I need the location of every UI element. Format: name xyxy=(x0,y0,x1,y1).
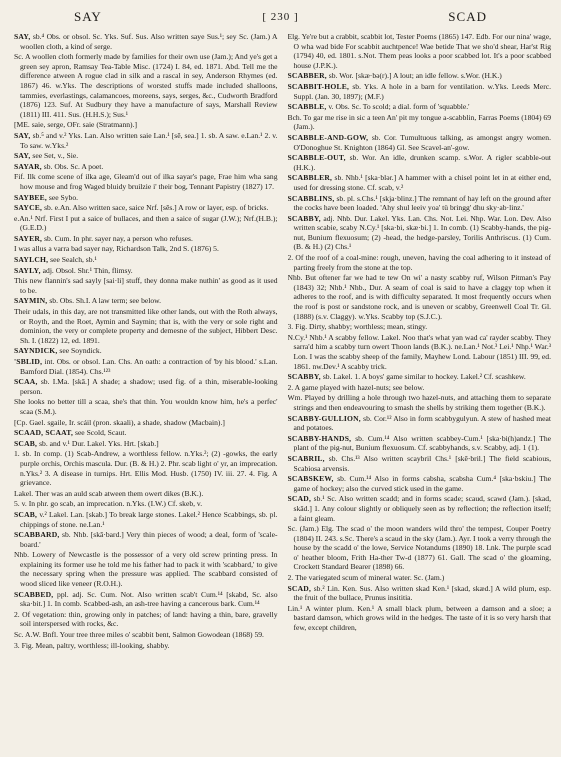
entry-headword: SAY, xyxy=(14,130,31,140)
entry-text: Sc. (Jam.) Elg. The scad o' the moon wanders wild thro' the tempest, Couper Poetry (1804) II. 243. s.Sc. There's a scaud in the sky (Jam.). Ayr. I took a verry through the house by the scadd o' the lowe, Service Notandums (1890) 18. Lnk. The purple scad o' heather bloom, Frith Ha-ther Tw-d (1877) 61. Gall. The scad o' the gloaming, Crockett Standard Bearer (1898) 66. xyxy=(287,524,551,572)
dictionary-entry xyxy=(14,630,278,640)
dictionary-entry xyxy=(14,530,278,549)
entry-text: sb. Cum.¹⁴ Also in forms cabsha, scabsha Cum.⁴ [ska·bskiu.] The game of hockey; also the curved stick used in the game. xyxy=(293,474,551,493)
dictionary-entry xyxy=(288,273,552,321)
entry-text: sb. and v.¹ Dur. Lakel. Yks. Hrt. [skab.] xyxy=(39,438,159,448)
dictionary-entry xyxy=(14,357,278,376)
dictionary-entry xyxy=(14,397,278,416)
entry-headword: SAY, xyxy=(14,32,31,41)
dictionary-entry xyxy=(288,113,552,132)
entry-text: see Scold, Scaut. xyxy=(74,428,127,438)
entry-headword: SCABBER, xyxy=(287,71,327,81)
entry-text: N.Cy.¹ Nhb.¹ A scabby fellow. Lakel. Noo that's what yan wad ca' rayder scabby. They sarra'd him a scabby turn owert Thoon lands (B.K.). ne.Lan.¹ Not.³ Lei.¹ Nhp.¹ War.³ Lon. I was the scabby sheep of the family, Mayhew Lond. Labour (1851) III. 99, ed. 1861. nw.Dev.¹ A scabby trick. xyxy=(287,332,551,371)
right-column xyxy=(288,32,552,751)
entry-text: sb. Wor. [skæ·bə(r).] A lout; an idle fellow. s.Wor. (H.K.) xyxy=(328,71,502,81)
dictionary-entry xyxy=(288,153,552,172)
dictionary-entry xyxy=(288,322,552,332)
entry-headword: SCAB, xyxy=(14,509,38,519)
dictionary-entry xyxy=(288,474,552,493)
entry-headword: SAYBEE, xyxy=(14,192,47,202)
entry-headword: SCABBY, xyxy=(287,372,321,382)
entry-text: sb. Lakel. 1. A boys' game similar to hockey. Lakel.² Cf. scashkew. xyxy=(322,372,526,382)
entry-headword: SCABBY, xyxy=(287,213,321,223)
entry-headword: SCAB, xyxy=(14,438,38,448)
dictionary-entry xyxy=(288,82,552,101)
entry-text: [ME. saie, serge, OFr. saie (Stratmann).] xyxy=(14,120,138,130)
entry-headword: SCAD, xyxy=(287,583,312,593)
entry-text: v.² Lakel. Lan. [skab.] To break large stones. Lakel.² Hence Scabbings, sb. pl. chippings of stone. ne.Lan.¹ xyxy=(20,509,278,529)
entry-text: sb. Yks. A hole in a barn for ventilation. w.Yks. Leeds Merc. Suppl. (Jan. 30, 1897); (M.F.) xyxy=(293,81,551,101)
dictionary-entry xyxy=(14,418,278,428)
entry-text: I was allus a varra bad sayer nay, Richardson Talk, 2nd S. (1876) 5. xyxy=(14,244,219,254)
entry-text: Lin.¹ A winter plum. Ken.¹ A small black plum, between a damson and a sloe; a bastard damson, which grows wild in the hedges. The taste of it is so very harsh that few, except children, xyxy=(287,603,551,633)
entry-text: sb.⁴ Obs. or obsol. Sc. Yks. Suf. Sus. Also written saye Sus.¹; sey Sc. (Jam.) A woollen cloth, a kind of serge. xyxy=(20,32,278,51)
entry-text: sb.² Lin. Ken. Sus. Also written skad Ken.¹ [skad, skæd.] A wild plum, esp. the fruit of the bullace, Prunus insititia. xyxy=(293,583,551,603)
dictionary-entry xyxy=(14,52,278,119)
text-columns xyxy=(14,32,551,751)
dictionary-entry xyxy=(14,428,278,438)
dictionary-entry xyxy=(288,584,552,603)
dictionary-entry xyxy=(288,32,552,70)
dictionary-entry xyxy=(14,172,278,191)
header-left-word: SAY xyxy=(74,9,102,24)
entry-text: 3. Fig. Mean, paltry, worthless; ill-looking, shabby. xyxy=(14,640,170,650)
dictionary-entry xyxy=(14,131,278,150)
entry-headword: SAYLCH, xyxy=(14,255,49,265)
entry-text: sb. Nhb. [skā·bard.] Very thin pieces of wood; a deal, form of 'scale-board.' xyxy=(20,530,278,549)
header-right-word: SCAD xyxy=(448,9,487,24)
dictionary-entry xyxy=(14,641,278,651)
dictionary-entry xyxy=(14,377,278,396)
entry-headword: SAY, xyxy=(14,151,31,161)
entry-headword: SCABBLINS, xyxy=(287,193,335,203)
dictionary-entry xyxy=(288,494,552,523)
entry-headword: SCABBED, xyxy=(14,589,54,599)
entry-text: sb. e.An. Also written sace, saice Nrf. [sēs.] A row or layer, esp. of bricks. xyxy=(44,203,269,213)
dictionary-entry xyxy=(288,393,552,412)
dictionary-entry xyxy=(288,194,552,213)
dictionary-entry xyxy=(288,434,552,453)
entry-text: Wm. Played by drilling a hole through two hazel-nuts, and attaching them to separate strings and then endeavouring to smash the shells by striking them together (B.K.). xyxy=(287,393,551,412)
dictionary-entry xyxy=(14,346,278,356)
dictionary-entry xyxy=(14,214,278,233)
dictionary-entry xyxy=(288,71,552,81)
entry-headword: SCAD, xyxy=(287,494,312,504)
entry-text: adj. Obsol. Shr.¹ Thin, flimsy. xyxy=(42,265,133,275)
entry-text: v. Obs. Sc. To scold; a dial. form of 'squabble.' xyxy=(328,102,470,112)
entry-text: see Sealch, sb.¹ xyxy=(50,255,97,265)
dictionary-entry xyxy=(14,499,278,509)
dictionary-entry xyxy=(288,333,552,371)
dictionary-entry xyxy=(14,162,278,172)
entry-headword: SCABSKEW, xyxy=(287,474,334,484)
entry-headword: SCAA, xyxy=(14,377,38,387)
left-column xyxy=(14,32,278,751)
dictionary-entry xyxy=(288,133,552,152)
entry-headword: SCABBY-HANDS, xyxy=(287,433,352,443)
dictionary-entry xyxy=(14,296,278,306)
dictionary-entry xyxy=(288,383,552,393)
entry-text: adj. Nhb. Dur. Lakel. Yks. Lan. Chs. Not. Lei. Nhp. War. Lon. Dev. Also written scabie, scaby N.Cy.¹ [ska·bi, skæ·bi.] 1. In comb. (1) Scabby-hands, the pig-nut, Bunium flexuosum; (2) -head, the hedge-parsley, Torilis Anthriscus. (1) Cum. (B. & H.) (2) Chs.¹ xyxy=(293,213,551,252)
entry-headword: 'SBLID, xyxy=(14,357,43,366)
entry-text: Bch. To gar me rise in sic a teen An' pit my tongue a-scabblin, Farras Poems (1804) 69 (Jam.). xyxy=(287,112,551,132)
entry-text: 2. The variegated scum of mineral water. Sc. (Jam.) xyxy=(287,573,445,583)
dictionary-entry xyxy=(14,266,278,276)
dictionary-entry xyxy=(14,193,278,203)
entry-text: see Set, v., Sie. xyxy=(32,151,79,161)
entry-headword: SCABRIL, xyxy=(287,453,325,463)
dictionary-entry xyxy=(14,32,278,51)
dictionary-entry xyxy=(288,524,552,572)
entry-headword: SCABBY-GULLION, xyxy=(287,413,361,423)
entry-text: sb.⁵ and v.² Yks. Lan. Also written saie Lan.¹ [sē, sea.] 1. sb. A saw. e.Lan.¹ 2. v. To saw. w.Yks.² xyxy=(20,130,278,150)
dictionary-entry xyxy=(288,173,552,192)
entry-headword: SAYNDICK, xyxy=(14,346,58,356)
entry-headword: SCABBLER, xyxy=(287,173,333,183)
dictionary-entry xyxy=(288,253,552,272)
dictionary-entry xyxy=(14,439,278,449)
entry-text: ppl. adj. Sc. Cum. Not. Also written scab't Cum.¹⁴ [skabd, Sc. also ska·bit.] 1. In comb. Scabbed-ash, an ash-tree having a cancerous bark. Cum.¹⁴ xyxy=(20,589,278,609)
entry-text: sb. Wor. An idle, drunken scamp. s.Wor. A rigler scabble-out (H.K.). xyxy=(293,153,551,172)
dictionary-entry xyxy=(288,372,552,382)
entry-text: 2. A game played with hazel-nuts; see below. xyxy=(287,382,425,392)
dictionary-entry xyxy=(288,454,552,473)
dictionary-entry xyxy=(14,489,278,499)
entry-text: see Soyndick. xyxy=(59,346,102,356)
entry-text: Elg. Ye're but a crabbit, scabbit lot, Tester Poems (1865) 147. Edb. For our nina' wage, O wha wad bide For scabbit auchtpence! Wae betide That we sho'd shear, Har'st Rig (1794) 40, ed. 1801. s.Not. Them peas looks a poor scabbed lot. It's a poor scabbed house (J.P.K.). xyxy=(287,32,551,70)
entry-text: Sc. A woollen cloth formerly made by families for their own use (Jam.); And ye's get a green sey apron, Ramsay Tea-Table Misc. (1724) I. 84, ed. 1871. Abd. Tell me the difference atween A rogue clad in silk and a rascal in sey, Anderson Rhymes (ed. 1867) 46. w.Yks. The descriptions of worsted stuffs made included shalloons, tammies, everlastings, calamancoes, moreens, says, serges, &c., Cudworth Bradford (1876) 123. Suf. At Sudbury they have a manufacture of says, Marshall Review (1811) III. 411. Sus. (H.H.S.); Sus.¹ xyxy=(14,52,278,119)
entry-headword: SCABBLE-OUT, xyxy=(287,153,346,163)
entry-text: e.An.¹ Nrf. First I put a saice of bullaces, and then a saice of sugar (J.W.); Nrf.(H.B.); (G.E.D.) xyxy=(14,213,278,233)
entry-text: sb. Obs. Sc. A poet. xyxy=(43,161,104,171)
entry-headword: SCABBLE, xyxy=(287,102,327,112)
entry-text: 1. sb. In comp. (1) Scab-Andrew, a worthless fellow. n.Yks.²; (2) -gowks, the early purple orchis, Orchis mascula. Dur. (B. & H.) 2. Phr. scab light o' yr, an imprecation. n.Yks.² 3. A disease in turnips. Hrt. Ellis Mod. Husb. (1750) IV. iii. 27. 4. Fig. A grievance. xyxy=(14,449,278,488)
entry-text: int. Obs. or obsol. Lan. Chs. An oath: a contraction of 'by his blood.' s.Lan. Bamford Dial. (1854). Chs.¹²³ xyxy=(20,357,278,376)
dictionary-entry xyxy=(288,214,552,252)
dictionary-entry xyxy=(14,590,278,609)
entry-text: sb. I.Ma. [skā.] A shade; a shadow; used fig. of a thin, miserable-looking person. xyxy=(20,377,278,396)
dictionary-entry xyxy=(14,610,278,629)
dictionary-entry xyxy=(288,604,552,633)
entry-text: sb. pl. s.Chs.¹ [skja·blinz.] The remnant of hay left on the ground after the cocks have been loaded. 'Ahy shul leeiv yoa' tü bringg' dhu sky·ab·linz.' xyxy=(293,193,551,213)
dictionary-entry xyxy=(14,244,278,254)
entry-text: sb. Nhb.¹ [ska·blər.] A hammer with a chisel point let in at either end, used for dressing stone. Cf. scab, v.² xyxy=(293,173,551,192)
entry-headword: SAYMIN, xyxy=(14,296,48,306)
dictionary-entry xyxy=(14,120,278,130)
entry-text: This new flannin's sad sayly [sai·li] stuff, they donna make nuthin' as good as it used to be. xyxy=(14,276,278,295)
entry-headword: SAYAR, xyxy=(14,161,42,171)
entry-text: sb. Cum. In phr. sayer nay, a person who refuses. xyxy=(44,233,193,243)
dictionary-entry xyxy=(14,276,278,295)
dictionary-entry xyxy=(14,255,278,265)
entry-text: [Cp. Gael. sgaile, Ir. scáil (pron. skaali), a shade, shadow (Macbain).] xyxy=(14,417,225,427)
dictionary-entry xyxy=(288,102,552,112)
dictionary-entry xyxy=(14,550,278,588)
dictionary-entry xyxy=(288,573,552,583)
entry-headword: SAYCE, xyxy=(14,203,43,213)
dictionary-entry xyxy=(14,449,278,487)
entry-text: sb. Cor. Tumultuous talking, as amongst angry women. O'Donoghue St. Knighton (1864) Gl. See Scavel-an'-gow. xyxy=(293,132,551,152)
entry-text: Fif. Ilk come scene of ilka age, Gleam'd out of ilka sayar's page, Frae him wha sang how mouse and frog Waged bluidy bruilzie i' their bog, Tennant Papistry (1827) 17. xyxy=(14,172,278,191)
entry-headword: SCAAD, SCAAT, xyxy=(14,428,74,438)
entry-text: She looks no better till a scaa, she's that thin. You wouldn know him, he's a perfec' scaa (S.M.). xyxy=(14,397,278,416)
entry-headword: SAYER, xyxy=(14,233,43,243)
dictionary-entry xyxy=(14,307,278,345)
dictionary-entry xyxy=(14,203,278,213)
entry-text: Nhb. Lowery of Newcastle is the possessor of a very old screw printing press. In explaining its former use he told me his father had to pack it with 'scabbard,' to give the necessary spring when the pressure was applied. The scabbard consisted of wood sliced like veneer (R.O.H.). xyxy=(14,550,278,589)
entry-text: sb.¹ Sc. Also written scadd; and in forms scade; scaud, scawd (Jam.). [skad, skād.] 1. Any colour slightly or obliquely seen as by reflection; the reflection itself; a faint gleam. xyxy=(293,494,551,523)
entry-headword: SAYLY, xyxy=(14,265,41,275)
entry-text: see Sybo. xyxy=(48,192,79,202)
entry-text: 2. Of vegetation: thin, growing only in patches; of land: having a thin, bare, gravelly soil interspersed with rocks, &c. xyxy=(14,609,278,629)
entry-text: 5. v. In phr. go scab, an imprecation. n.Yks. (I.W.) Cf. skeb, v. xyxy=(14,499,203,509)
entry-text: sb. Cor.¹² Also in form scabbygulyun. A stew of hashed meat and potatoes. xyxy=(293,413,551,433)
page-header xyxy=(14,6,547,28)
entry-text: Lakel. Ther was an auld scab atween them owert dikes (B.K.). xyxy=(14,488,204,498)
entry-headword: SCABBIT-HOLE, xyxy=(287,81,350,91)
entry-text: 3. Fig. Dirty, shabby; worthless; mean, stingy. xyxy=(287,322,428,332)
entry-text: sb. Obs. Sh.I. A law term; see below. xyxy=(49,296,162,306)
entry-headword: SCABBARD, xyxy=(14,530,60,540)
dictionary-entry xyxy=(14,510,278,529)
dictionary-entry xyxy=(288,414,552,433)
entry-headword: SCABBLE-AND-GOW, xyxy=(287,132,369,142)
entry-text: Sc. A.W. Bnfl. Your tree three miles o' scabbit bent, Salmon Gowodean (1868) 59. xyxy=(14,630,264,640)
dictionary-entry xyxy=(14,151,278,161)
entry-text: sb. Chs.¹³ Also written scaybril Chs.¹ [skē·bril.] The field scabious, Scabiosa arvensis. xyxy=(293,453,551,473)
entry-text: sb. Cum.¹⁴ Also written scabbey-Cum.¹ [ska·bi(h)andz.] The plant of the pig-nut, Bunium flexuosum. Cf. scabbyhands, s.v. Scabby, adj. 1 (1). xyxy=(293,433,551,453)
entry-text: Their udals, in this day, are not transmitted like other lands, out with the Roth always, or Royth, and the Roet, Aymin and Saymin; that is, with the very or sole right and dominion, the very or complete property and demesne of the subject, Hibbert Desc. Sh. I. (1822) 12, ed. 1891. xyxy=(14,307,278,345)
dictionary-entry xyxy=(14,234,278,244)
entry-text: Nhb. But oftener far we had te tew On wi' a nasty scabby ruf, Wilson Pitman's Pay (1843) 32; Nhb.¹ Nhb., Dur. A seam of coal is said to have a claggy top when it adheres to the roof, and is with difficulty separated. It most frequently occurs when the roof is post or sandstone rock, and is uneven or scabby, Greenwell Coal Tr. Gl. (1888) (s.v. Claggy). w.Yks. Scabby top (S.J.C.). xyxy=(287,273,551,321)
page-number: [ 230 ] xyxy=(262,11,299,23)
entry-text: 2. Of the roof of a coal-mine: rough, uneven, having the coal adhering to it instead of parting freely from the stone at the top. xyxy=(287,253,551,272)
